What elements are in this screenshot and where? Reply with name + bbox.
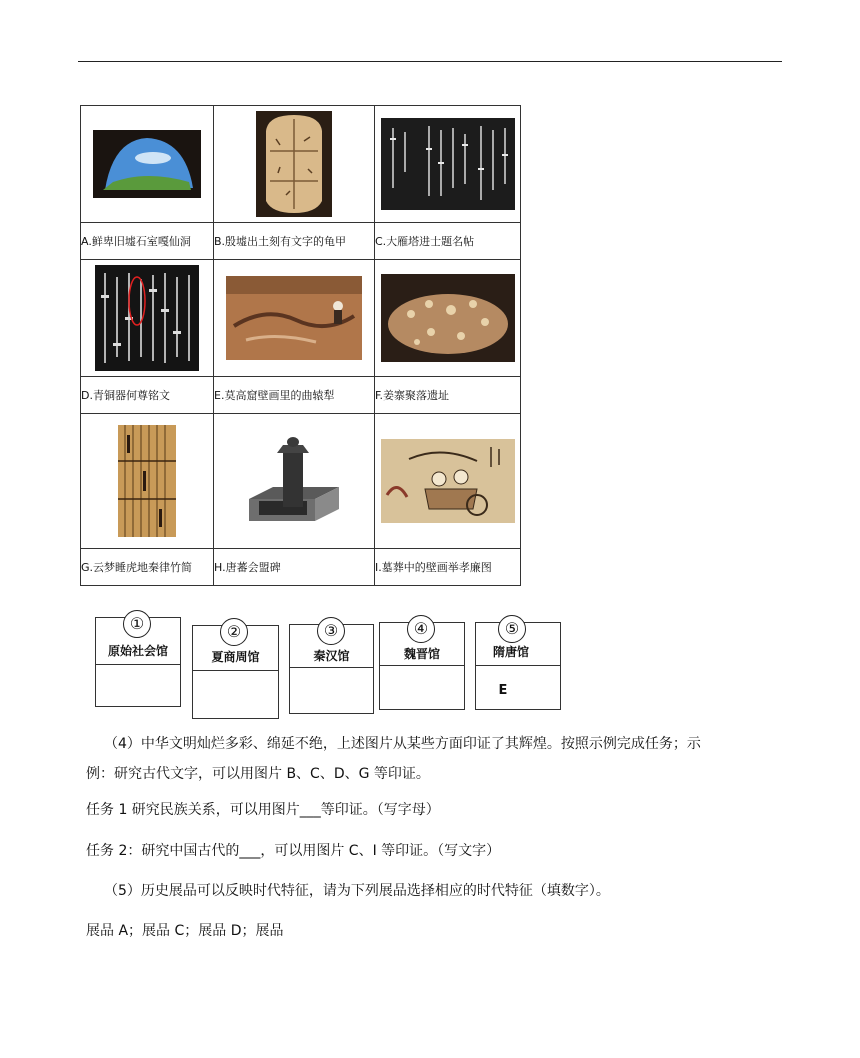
calligraphy-rubbing-photo-icon [381,118,515,210]
hall-3-box [289,621,374,714]
exhibit-c-image-cell [375,106,521,223]
exhibit-b-caption: B.殷墟出土刻有文字的龟甲 [214,223,375,260]
exhibit-d-caption: D.青铜器何尊铭文 [81,377,214,414]
hall-name: 夏商周馆 [211,650,260,664]
q4-line-1: （4）中华文明灿烂多彩、绵延不绝，上述图片从某些方面印证了其辉煌。按照示例完成任务；示 [104,736,701,752]
hall-divider [476,665,560,666]
bamboo-slips-photo-icon [118,425,176,537]
hall-1-box [95,614,181,707]
hall-number: ④ [407,615,435,643]
oracle-bone-photo-icon [256,111,332,217]
hall-divider [290,667,373,668]
header-rule [78,61,782,62]
hall-number: ⑤ [498,615,526,643]
exhibit-e-image-cell [214,260,375,377]
exhibit-g-caption: G.云梦睡虎地秦律竹简 [81,549,214,586]
hall-2-box [192,622,279,719]
exhibit-e-caption: E.莫高窟壁画里的曲辕犁 [214,377,375,414]
exhibit-a-caption: A.鲜卑旧墟石室嘎仙洞 [81,223,214,260]
hall-name: 魏晋馆 [403,647,440,661]
hall-number: ③ [317,617,345,645]
hall-name: 秦汉馆 [313,649,350,663]
q4-line-2: 例：研究古代文字，可以用图片 B、C、D、G 等印证。 [86,766,430,782]
stele-photo-icon [245,435,343,527]
exhibit-f-caption: F.姜寨聚落遗址 [375,377,521,414]
exhibit-i-caption: I.墓葬中的壁画举孝廉图 [375,549,521,586]
exhibit-f-image-cell [375,260,521,377]
exhibit-b-image-cell [214,106,375,223]
q5-answer: 展品 A；展品 C；展品 D；展品 [86,923,284,939]
exhibit-g-image-cell [81,414,214,549]
exhibit-a-image-cell [81,106,214,223]
mural-plough-photo-icon [226,276,362,360]
q5: （5）历史展品可以反映时代特征，请为下列展品选择相应的时代特征（填数字）。 [104,883,610,899]
exhibit-h-caption: H.唐蕃会盟碑 [214,549,375,586]
exhibit-table [80,105,521,586]
village-site-model-photo-icon [381,274,515,362]
exhibit-i-image-cell [375,414,521,549]
hall-number: ② [220,618,248,646]
hall-answer: E [498,683,508,698]
hall-divider [193,670,278,671]
task-1: 任务 1 研究民族关系，可以用图片___等印证。（写字母） [86,802,440,818]
task-2: 任务 2：研究中国古代的___，可以用图片 C、I 等印证。（写文字） [86,843,501,859]
exhibit-d-image-cell [81,260,214,377]
exhibit-h-image-cell [214,414,375,549]
cave-photo-icon [93,130,201,198]
hall-divider [96,664,180,665]
exhibit-c-caption: C.大雁塔进士题名帖 [375,223,521,260]
hall-name: 隋唐馆 [492,645,529,659]
tomb-mural-photo-icon [381,439,515,523]
hall-5-box [475,619,561,710]
bronze-inscription-photo-icon [95,265,199,371]
hall-number: ① [123,610,151,638]
hall-name: 原始社会馆 [107,644,168,658]
hall-divider [380,665,464,666]
